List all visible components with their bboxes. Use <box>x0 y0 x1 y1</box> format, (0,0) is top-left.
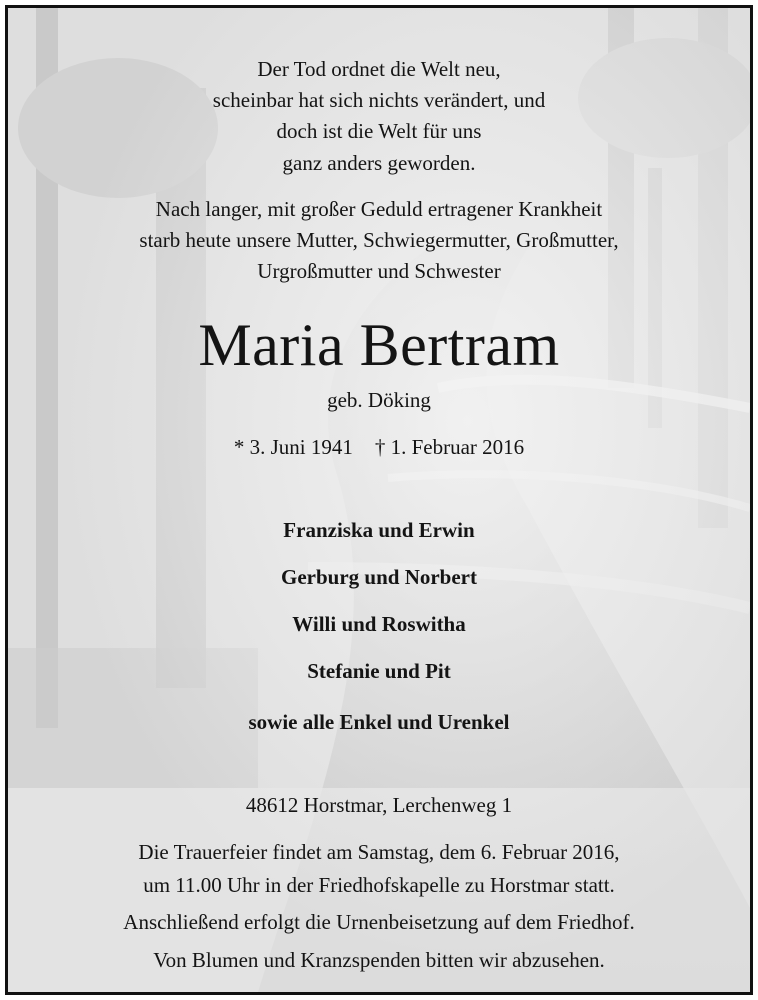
ceremony-line-3: Anschließend erfolgt die Urnenbeisetzung auf dem Friedhof. <box>123 910 635 934</box>
birth-date: * 3. Juni 1941 <box>233 435 353 459</box>
intro-line-1: Nach langer, mit großer Geduld ertragener Krankheit <box>155 197 603 221</box>
address: 48612 Horstmar, Lerchenweg 1 <box>245 793 513 817</box>
verse-line-4: ganz anders geworden. <box>282 151 476 175</box>
mourner-line-3: Willi und Roswitha <box>292 612 466 636</box>
ceremony-line-1: Die Trauerfeier findet am Samstag, dem 6. Februar 2016, <box>138 840 620 864</box>
mourner-line-1: Franziska und Erwin <box>283 518 475 542</box>
mourner-line-4: Stefanie und Pit <box>307 659 451 683</box>
ceremony-line-2: um 11.00 Uhr in der Friedhofskapelle zu Horstmar statt. <box>143 873 615 897</box>
intro-line-3: Urgroßmutter und Schwester <box>257 259 501 283</box>
obituary-text <box>8 8 750 992</box>
death-date: † 1. Februar 2016 <box>374 435 525 459</box>
verse-line-3: doch ist die Welt für uns <box>276 119 482 143</box>
mourner-line-2: Gerburg und Norbert <box>281 565 477 589</box>
verse-line-1: Der Tod ordnet die Welt neu, <box>257 57 501 81</box>
verse-line-2: scheinbar hat sich nichts verändert, und <box>212 88 546 112</box>
maiden-name: geb. Döking <box>327 388 431 412</box>
mourner-line-5: sowie alle Enkel und Urenkel <box>248 710 510 734</box>
life-dates <box>8 434 750 460</box>
intro-line-2: starb heute unsere Mutter, Schwiegermutter, Großmutter, <box>139 228 619 252</box>
ceremony-line-4: Von Blumen und Kranzspenden bitten wir abzusehen. <box>153 948 605 972</box>
obituary-frame <box>5 5 753 995</box>
deceased-name: Maria Bertram <box>198 312 560 378</box>
